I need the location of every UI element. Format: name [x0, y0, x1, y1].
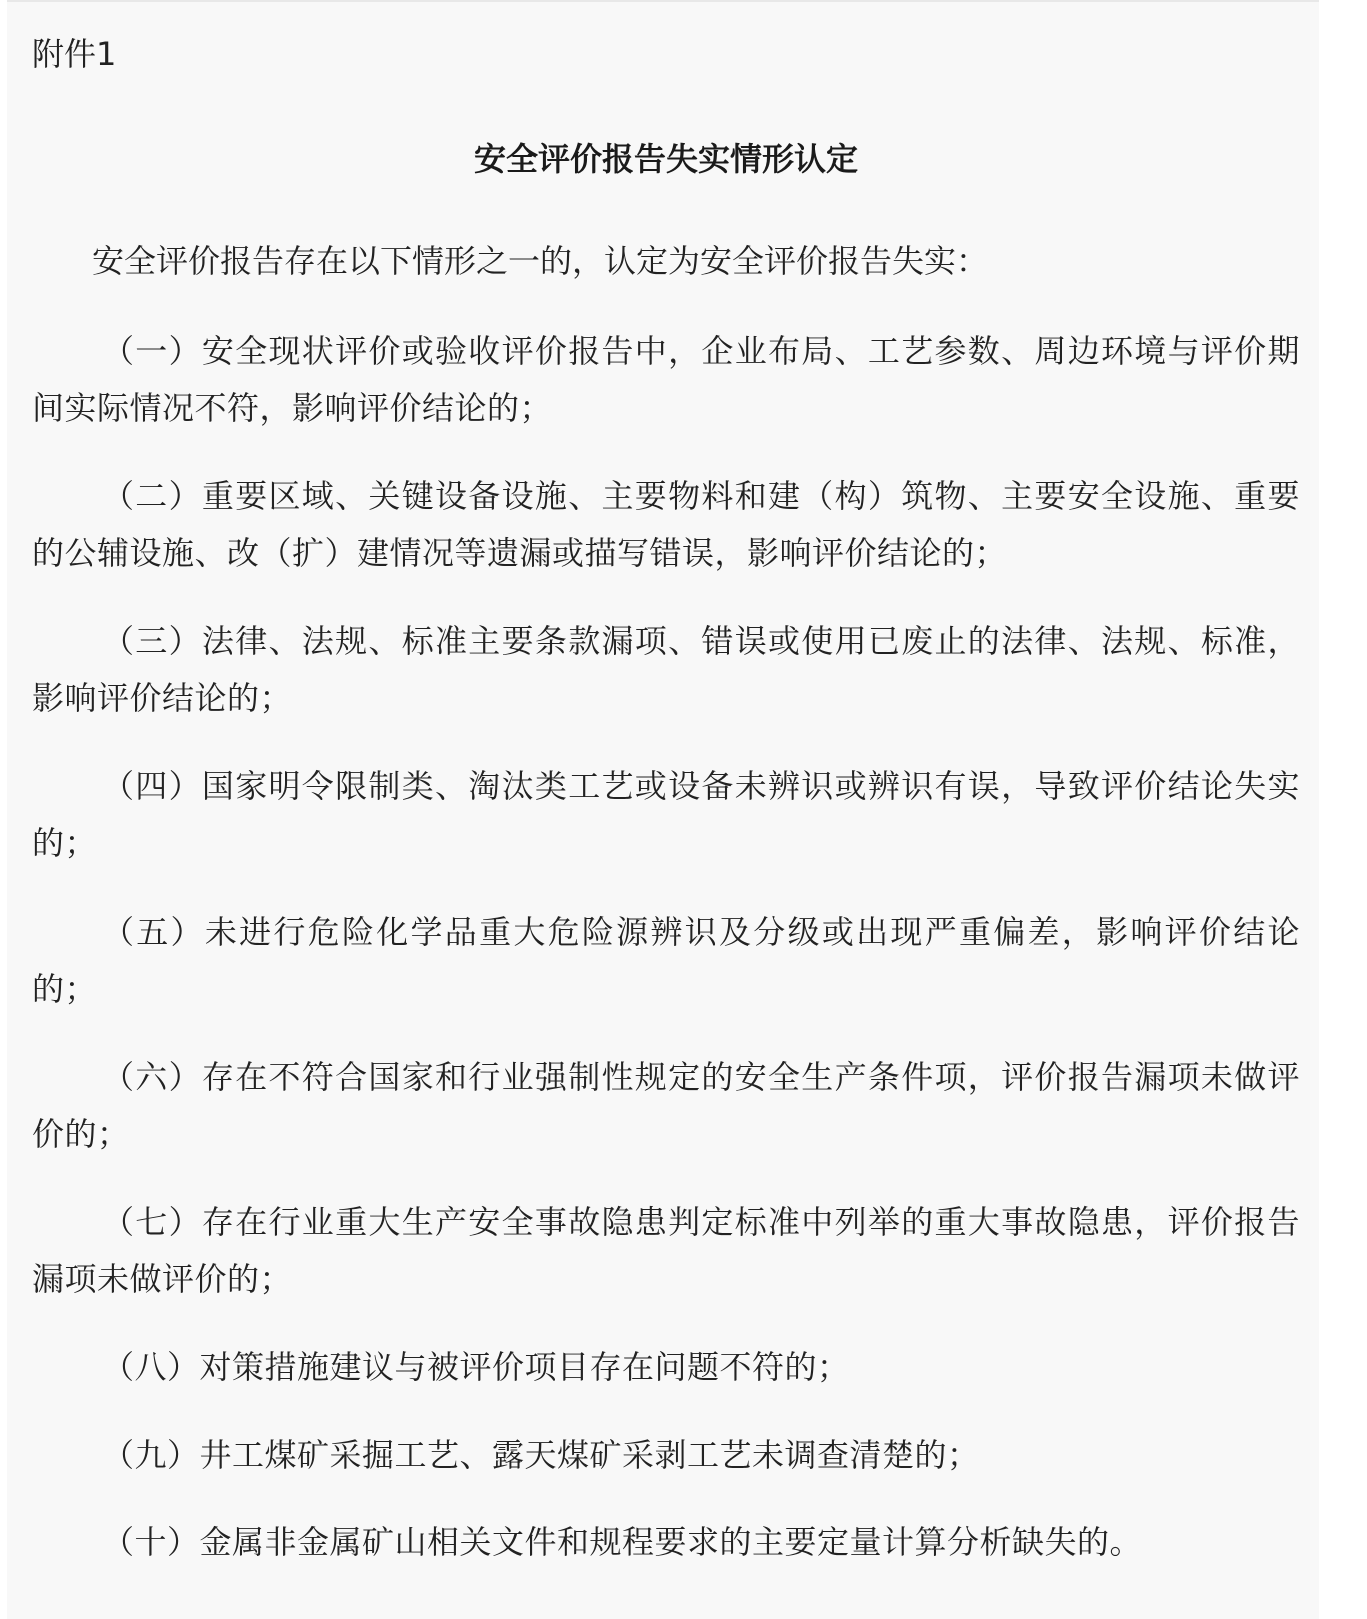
attachment-label: 附件1: [32, 35, 117, 73]
clause-2: （二）重要区域、关键设备设施、主要物料和建（构）筑物、主要安全设施、重要的公辅设施、改（扩）建情况等遗漏或描写错误，影响评价结论的；: [32, 477, 1300, 572]
clause-6: （六）存在不符合国家和行业强制性规定的安全生产条件项，评价报告漏项未做评价的；: [32, 1058, 1300, 1153]
clause-8: （八）对策措施建议与被评价项目存在问题不符的；: [102, 1348, 850, 1386]
clause-3: （三）法律、法规、标准主要条款漏项、错误或使用已废止的法律、法规、标准，影响评价结论的；: [32, 622, 1300, 717]
clause-10: （十）金属非金属矿山相关文件和规程要求的主要定量计算分析缺失的。: [102, 1523, 1143, 1561]
clause-4: （四）国家明令限制类、淘汰类工艺或设备未辨识或辨识有误，导致评价结论失实的；: [32, 767, 1300, 862]
clause-9: （九）井工煤矿采掘工艺、露天煤矿采剥工艺未调查清楚的；: [102, 1436, 980, 1474]
document-page: [7, 0, 1319, 1619]
clause-1: （一）安全现状评价或验收评价报告中，企业布局、工艺参数、周边环境与评价期间实际情况不符，影响评价结论的；: [32, 332, 1300, 427]
intro-paragraph: 安全评价报告存在以下情形之一的，认定为安全评价报告失实：: [92, 242, 989, 280]
clause-7: （七）存在行业重大生产安全事故隐患判定标准中列举的重大事故隐患，评价报告漏项未做评价的；: [32, 1203, 1300, 1298]
document-title: 安全评价报告失实情形认定: [473, 140, 858, 178]
clause-5: （五）未进行危险化学品重大危险源辨识及分级或出现严重偏差，影响评价结论的；: [32, 913, 1300, 1008]
